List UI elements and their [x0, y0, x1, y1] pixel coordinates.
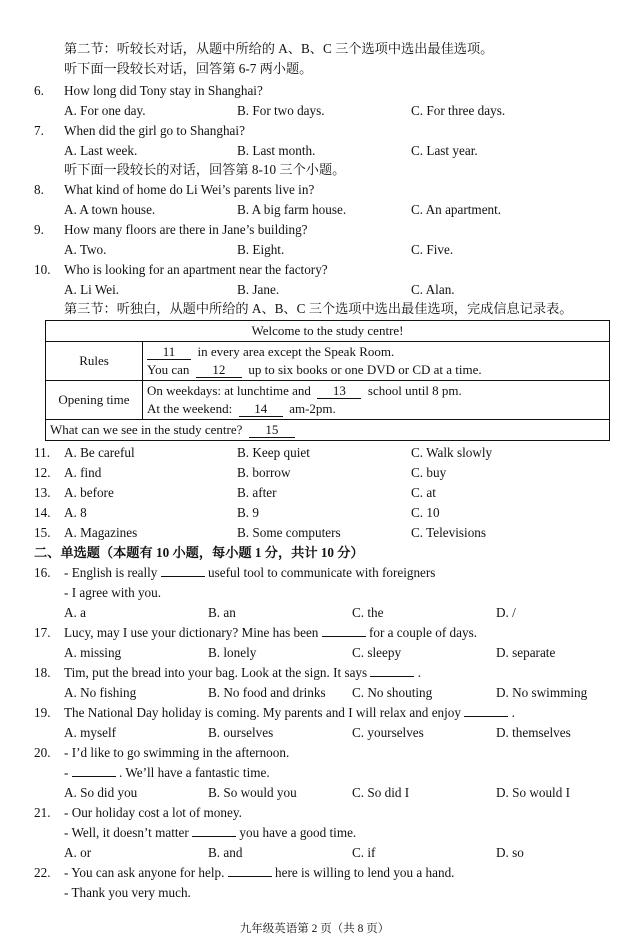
open-line1-pre: On weekdays: at lunchtime and [147, 383, 311, 398]
text-pre: Tim, put the bread into your bag. Look at the sign. It says [64, 665, 368, 680]
option-c: C. 10 [411, 505, 440, 520]
option-b: B. So would you [208, 785, 297, 800]
option-c: C. Walk slowly [411, 445, 493, 460]
question-text: How long did Tony stay in Shanghai? [64, 83, 263, 98]
option-a: A. A town house. [64, 202, 156, 217]
question-reply [64, 825, 356, 841]
rules-label: Rules [46, 342, 143, 381]
option-c: C. the [352, 605, 384, 620]
option-a: A. find [64, 465, 102, 480]
blank-13: 13 [317, 384, 361, 399]
option-a: A. or [64, 845, 92, 860]
option-c: C. Last year. [411, 143, 478, 158]
text-post: useful tool to communicate with foreigners [208, 565, 436, 580]
option-c: C. yourselves [352, 725, 424, 740]
question-text [64, 625, 477, 641]
option-b: B. No food and drinks [208, 685, 326, 700]
question-text: Who is looking for an apartment near the factory? [64, 262, 328, 277]
blank-14: 14 [239, 402, 283, 417]
rules-line2-pre: You can [147, 362, 190, 377]
text-post: . We’ll have a fantastic time. [119, 765, 270, 780]
rules-line2-post: up to six books or one DVD or CD at a time. [248, 362, 482, 377]
option-b: B. lonely [208, 645, 257, 660]
question-number: 10. [34, 262, 51, 277]
answer-blank [464, 716, 508, 717]
last-row-text: What can we see in the study centre? [50, 422, 243, 437]
option-b: B. ourselves [208, 725, 274, 740]
option-a: A. before [64, 485, 114, 500]
text-post: . [417, 665, 422, 680]
option-b: B. Some computers [237, 525, 341, 540]
question-number: 6. [34, 83, 44, 98]
text-pre: - Well, it doesn’t matter [64, 825, 189, 840]
question-number: 9. [34, 222, 44, 237]
option-a: A. Magazines [64, 525, 138, 540]
option-b: B. A big farm house. [237, 202, 347, 217]
option-a: A. Two. [64, 242, 107, 257]
question-number: 20. [34, 745, 51, 760]
option-a: A. myself [64, 725, 117, 740]
text-pre: - You can ask anyone for help. [64, 865, 225, 880]
blank-11: 11 [147, 345, 191, 360]
question-text: What kind of home do Li Wei’s parents live in? [64, 182, 315, 197]
question-text [64, 705, 515, 721]
section-title-part2: 第二节：听较长对话，从题中所给的 A、B、C 三个选项中选出最佳选项。 [64, 41, 494, 56]
option-a: A. Li Wei. [64, 282, 120, 297]
dialogue-intro: 听下面一段较长对话，回答第 6-7 两小题。 [64, 61, 313, 76]
answer-blank [370, 676, 414, 677]
answer-blank [322, 636, 366, 637]
option-c: C. Televisions [411, 525, 487, 540]
question-reply [64, 765, 270, 781]
rules-line1-text: in every area except the Speak Room. [197, 344, 395, 359]
text-post: you have a good time. [239, 825, 357, 840]
option-c: C. Five. [411, 242, 454, 257]
section-title-part3: 第三节：听独白，从题中所给的 A、B、C 三个选项中选出最佳选项，完成信息记录表。 [64, 301, 573, 316]
open-line2-post: am-2pm. [289, 401, 336, 416]
option-b: B. an [208, 605, 236, 620]
option-b: B. 9 [237, 505, 259, 520]
question-text [64, 865, 454, 881]
option-c: C. if [352, 845, 376, 860]
option-c: C. For three days. [411, 103, 506, 118]
option-b: B. borrow [237, 465, 291, 480]
option-d: D. So would I [496, 785, 570, 800]
question-number: 18. [34, 665, 51, 680]
option-c: C. buy [411, 465, 447, 480]
question-number: 19. [34, 705, 51, 720]
question-reply: - Thank you very much. [64, 885, 191, 900]
option-b: B. For two days. [237, 103, 325, 118]
answer-blank [228, 876, 272, 877]
option-a: A. For one day. [64, 103, 146, 118]
question-number: 21. [34, 805, 51, 820]
question-reply: - I agree with you. [64, 585, 162, 600]
question-number: 13. [34, 485, 51, 500]
option-c: C. So did I [352, 785, 410, 800]
question-text [64, 565, 435, 581]
question-number: 8. [34, 182, 44, 197]
option-d: D. separate [496, 645, 556, 660]
option-c: C. sleepy [352, 645, 402, 660]
question-text: - I’d like to go swimming in the afternoon. [64, 745, 290, 760]
open-line1-post: school until 8 pm. [367, 383, 462, 398]
question-number: 17. [34, 625, 51, 640]
text-post: for a couple of days. [368, 625, 478, 640]
question-number: 16. [34, 565, 51, 580]
question-number: 14. [34, 505, 51, 520]
table-title: Welcome to the study centre! [46, 321, 610, 342]
opening-label: Opening time [46, 381, 143, 420]
dialogue-intro: 听下面一段较长的对话，回答第 8-10 三个小题。 [64, 162, 346, 177]
rules-content [143, 342, 610, 381]
option-a: A. 8 [64, 505, 87, 520]
option-a: A. Last week. [64, 143, 138, 158]
option-b: B. Jane. [237, 282, 280, 297]
question-text: - Our holiday cost a lot of money. [64, 805, 242, 820]
question-number: 15. [34, 525, 51, 540]
text-pre: - English is really [64, 565, 158, 580]
question-text: How many floors are there in Jane’s building? [64, 222, 308, 237]
option-a: A. a [64, 605, 86, 620]
question-number: 12. [34, 465, 51, 480]
blank-15: 15 [249, 423, 295, 438]
text-pre: - [64, 765, 69, 780]
option-c: C. No shouting [352, 685, 433, 700]
blank-12: 12 [196, 363, 242, 378]
question-text: When did the girl go to Shanghai? [64, 123, 245, 138]
option-c: C. at [411, 485, 436, 500]
page-footer: 九年级英语第 2 页（共 8 页） [239, 923, 390, 935]
option-a: A. So did you [64, 785, 138, 800]
option-a: A. Be careful [64, 445, 135, 460]
text-post: . [511, 705, 515, 720]
opening-content [143, 381, 610, 420]
option-d: D. so [496, 845, 524, 860]
question-number: 22. [34, 865, 51, 880]
answer-blank [192, 836, 236, 837]
last-row [46, 420, 610, 441]
question-text [64, 665, 421, 681]
text-pre: Lucy, may I use your dictionary? Mine has been [64, 625, 319, 640]
option-b: B. Keep quiet [237, 445, 310, 460]
text-post: here is willing to lend you a hand. [275, 865, 455, 880]
open-line2-pre: At the weekend: [147, 401, 233, 416]
option-a: A. No fishing [64, 685, 137, 700]
question-number: 7. [34, 123, 44, 138]
option-c: C. Alan. [411, 282, 455, 297]
option-c: C. An apartment. [411, 202, 502, 217]
option-d: D. / [496, 605, 516, 620]
answer-blank [72, 776, 116, 777]
part-two-title: 二、单选题（本题有 10 小题，每小题 1 分，共计 10 分） [34, 545, 364, 560]
info-table [45, 320, 610, 441]
option-b: B. and [208, 845, 243, 860]
option-d: D. No swimming [496, 685, 588, 700]
text-pre: The National Day holiday is coming. My parents and I will relax and enjoy [64, 705, 461, 720]
option-b: B. Last month. [237, 143, 316, 158]
option-d: D. themselves [496, 725, 571, 740]
option-b: B. Eight. [237, 242, 285, 257]
answer-blank [161, 576, 205, 577]
option-a: A. missing [64, 645, 122, 660]
option-b: B. after [237, 485, 277, 500]
question-number: 11. [34, 445, 50, 460]
